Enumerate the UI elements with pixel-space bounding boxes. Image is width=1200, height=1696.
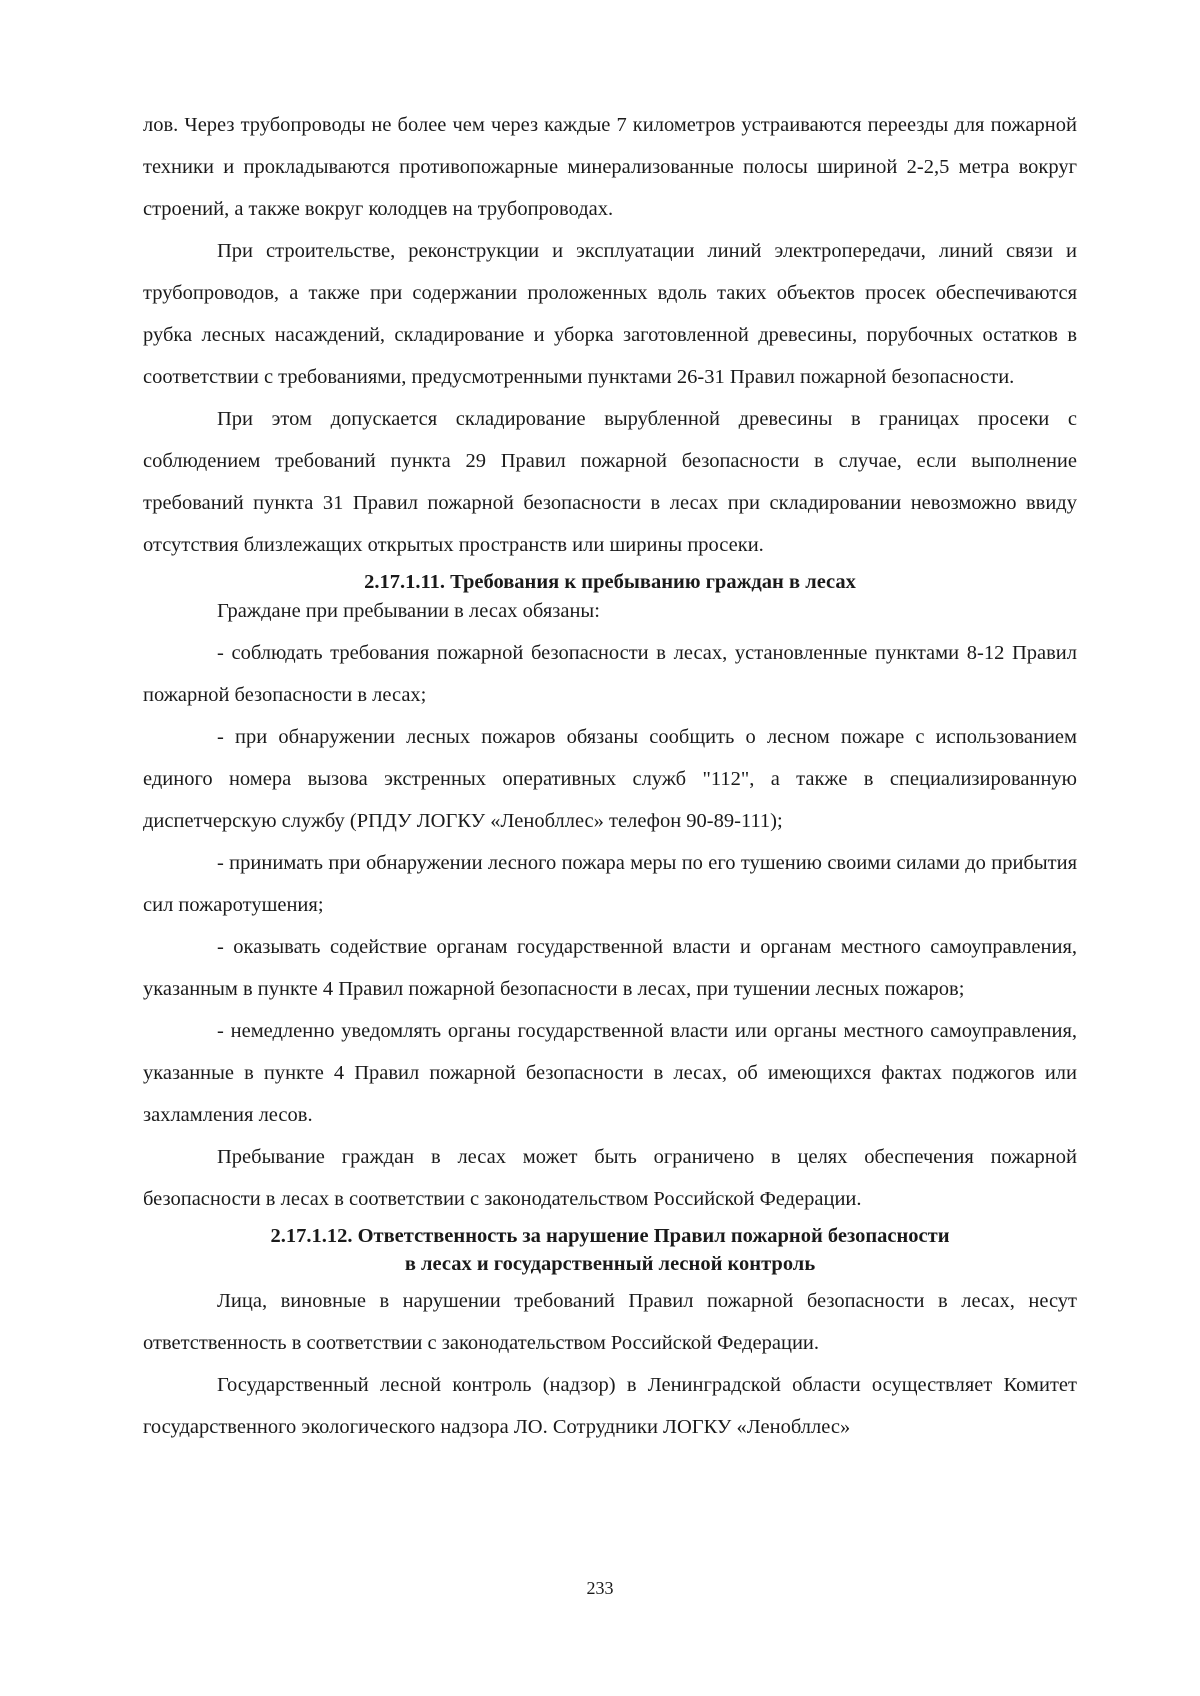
paragraph-stay-restriction: Пребывание граждан в лесах может быть ограничено в целях обеспечения пожарной безопасности в лесах в соответствии с законодательством Российской Федерации. — [143, 1146, 1077, 1210]
section-heading-citizens-in-forest — [143, 566, 1077, 598]
paragraph-timber-storage: При этом допускается складирование вырубленной древесины в границах просеки с соблюдением требований пункта 29 Правил пожарной безопасности в случае, если выполнение требований пункта 31 Правил пожарной безопасности в лесах при складировании невозможно ввиду отсутствия близлежащих открытых пространств или ширины просеки. — [143, 408, 1077, 556]
paragraph-citizens-intro: Граждане при пребывании в лесах обязаны: — [217, 600, 600, 622]
paragraph-liability: Лица, виновные в нарушении требований Правил пожарной безопасности в лесах, несут ответственность в соответствии с законодательством Российской Федерации. — [143, 1290, 1077, 1354]
paragraph-forest-control: Государственный лесной контроль (надзор) в Ленинградской области осуществляет Комитет государственного экологического надзора ЛО. Сотрудники ЛОГКУ «Ленобллес» — [143, 1374, 1077, 1438]
section-heading-text: 2.17.1.11. Требования к пребыванию граждан в лесах — [364, 571, 856, 593]
document-body — [143, 104, 1077, 1448]
section-heading-line-2: в лесах и государственный лесной контроль — [404, 1253, 816, 1275]
list-item-assist-authorities: - оказывать содействие органам государственной власти и органам местного самоуправления, указанным в пункте 4 Правил пожарной безопасности в лесах, при тушении лесных пожаров; — [143, 936, 1077, 1000]
list-item-notify-authorities: - немедленно уведомлять органы государственной власти или органы местного самоуправления, указанные в пункте 4 Правил пожарной безопасности в лесах, об имеющихся фактах поджогов или захламления лесов. — [143, 1020, 1077, 1126]
paragraph-pipelines-continued: лов. Через трубопроводы не более чем через каждые 7 километров устраиваются переезды для пожарной техники и прокладываются противопожарные минерализованные полосы шириной 2-2,5 метра вокруг строений, а также вокруг колодцев на трубопроводах. — [143, 114, 1077, 220]
section-heading-line-1: 2.17.1.12. Ответственность за нарушение Правил пожарной безопасности — [270, 1225, 950, 1247]
list-item-fire-safety-rules: - соблюдать требования пожарной безопасности в лесах, установленные пунктами 8-12 Правил пожарной безопасности в лесах; — [143, 642, 1077, 706]
list-item-report-fire: - при обнаружении лесных пожаров обязаны сообщить о лесном пожаре с использованием единого номера вызова экстренных оперативных служб "112", а также в специализированную диспетчерскую службу (РПДУ ЛОГКУ «Ленобллес» телефон 90-89-111); — [143, 726, 1077, 832]
section-heading-responsibility — [143, 1220, 1077, 1280]
list-item-extinguish-fire: - принимать при обнаружении лесного пожара меры по его тушению своими силами до прибытия сил пожаротушения; — [143, 852, 1077, 916]
page-number: 233 — [586, 1578, 614, 1598]
paragraph-power-lines: При строительстве, реконструкции и эксплуатации линий электропередачи, линий связи и трубопроводов, а также при содержании проложенных вдоль таких объектов просек обеспечиваются рубка лесных насаждений, складирование и уборка заготовленной древесины, порубочных остатков в соответствии с требованиями, предусмотренными пунктами 26-31 Правил пожарной безопасности. — [143, 240, 1077, 388]
